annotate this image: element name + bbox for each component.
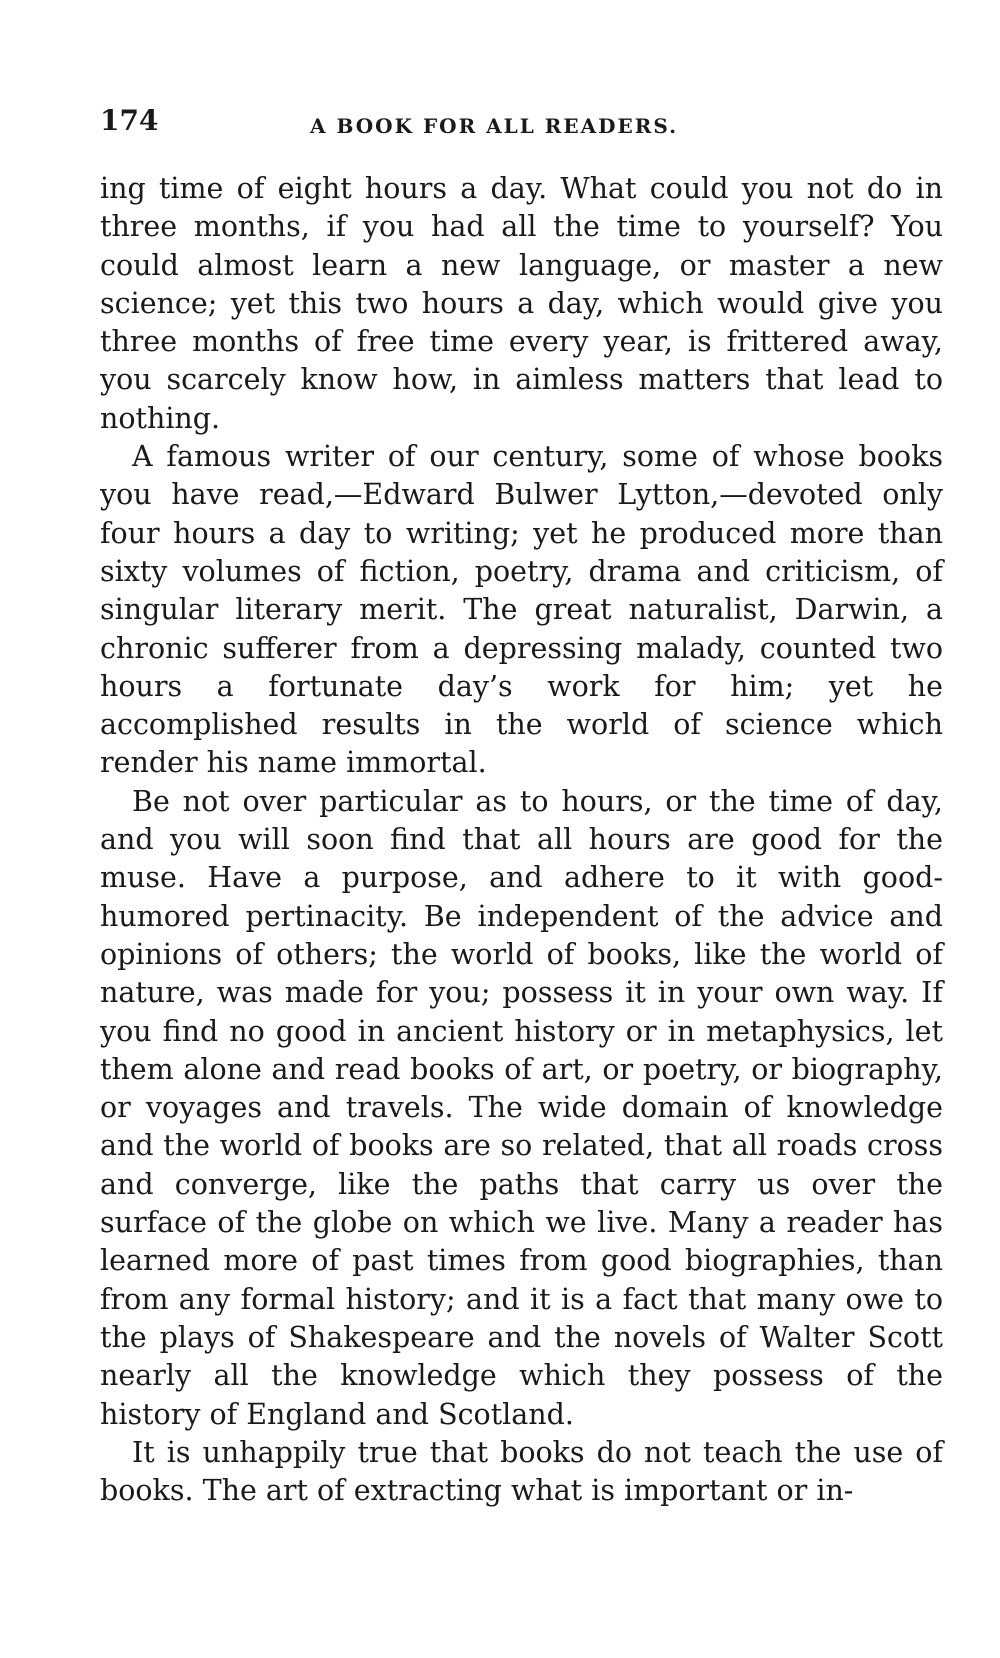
- paragraph-use-of-books: It is unhappily true that books do not teach the use of books. The art of extracting what is important or in-: [100, 1435, 943, 1508]
- page-header: [100, 104, 960, 144]
- running-title: A BOOK FOR ALL READERS.: [310, 114, 679, 138]
- page-number: 174: [100, 104, 159, 137]
- body-text: [100, 170, 943, 1510]
- paragraph-continuation: ing time of eight hours a day. What could you not do in three months, if you had all the time to yourself? You could almost learn a new language, or master a new science; yet this two hours a day, which would give you three months of free time every year, is frittered away, you scarcely know how, in aimless matters that lead to nothing.: [100, 172, 943, 435]
- paragraph-bulwer-lytton: A famous writer of our century, some of whose books you have read,—Edward Bulwer Lytton,—devoted only four hours a day to writing; yet he produced more than sixty volumes of fiction, poetry, drama and criticism, of singular literary merit. The great naturalist, Darwin, a chronic sufferer from a depressing malady, counted two hours a fortunate day’s work for him; yet he accomplished results in the world of science which render his name immortal.: [100, 440, 943, 780]
- paragraph-hours: Be not over particular as to hours, or the time of day, and you will soon find that all hours are good for the muse. Have a purpose, and adhere to it with good-humored pertinacity. Be independent of the advice and opinions of others; the world of books, like the world of nature, was made for you; possess it in your own way. If you find no good in ancient history or in metaphysics, let them alone and read books of art, or poetry, or biography, or voyages and travels. The wide domain of knowledge and the world of books are so related, that all roads cross and converge, like the paths that carry us over the surface of the globe on which we live. Many a reader has learned more of past times from good biographies, than from any formal history; and it is a fact that many owe to the plays of Shakespeare and the novels of Walter Scott nearly all the knowledge which they possess of the history of England and Scotland.: [100, 784, 943, 1431]
